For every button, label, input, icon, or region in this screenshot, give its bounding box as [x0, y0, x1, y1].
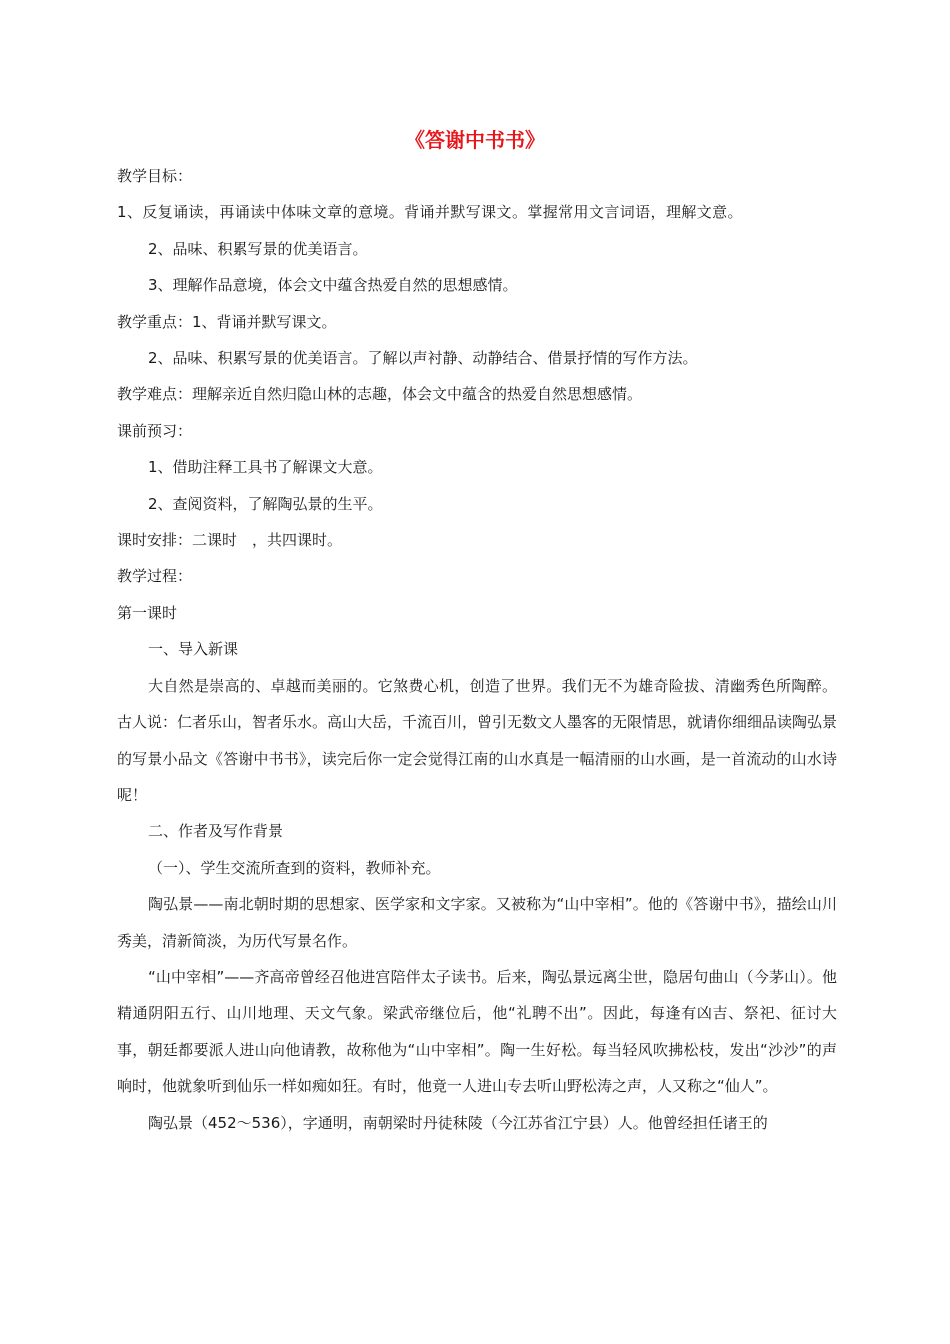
- section-heading-objectives: 教学目标：: [117, 167, 193, 185]
- key-point-item: 2、品味、积累写景的优美语言。了解以声衬静、动静结合、借景抒情的写作方法。: [148, 349, 698, 368]
- subsection-heading: 一、导入新课: [148, 640, 239, 659]
- preview-item: 1、借助注释工具书了解课文大意。: [148, 458, 383, 477]
- body-paragraph: 陶弘景——南北朝时期的思想家、医学家和文字家。又被称为“山中宰相”。他的《答谢中书》，描绘山川秀美，清新简淡，为历代写景名作。: [117, 895, 837, 950]
- preview-item: 2、查阅资料，了解陶弘景的生平。: [148, 494, 383, 513]
- document-title: 《答谢中书书》: [405, 128, 545, 152]
- schedule-line: 课时安排：二课时 ，共四课时。: [117, 531, 343, 550]
- section-heading-preview: 课前预习：: [117, 421, 193, 440]
- objective-item: 2、品味、积累写景的优美语言。: [148, 239, 368, 258]
- section-heading-process: 教学过程：: [117, 567, 193, 586]
- section-heading-key-points: 教学重点：1、背诵并默写课文。: [117, 312, 337, 331]
- section-heading-difficulties: 教学难点：理解亲近自然归隐山林的志趣，体会文中蕴含的热爱自然思想感情。: [117, 385, 643, 404]
- objective-item: 1、反复诵读，再诵读中体味文章的意境。背诵并默写课文。掌握常用文言词语，理解文意。: [117, 203, 743, 222]
- body-paragraph: 大自然是崇高的、卓越而美丽的。它煞费心机，创造了世界。我们无不为雄奇险拔、清幽秀色所陶醉。古人说：仁者乐山，智者乐水。高山大岳，千流百川，曾引无数文人墨客的无限情思，就请你细细品读陶弘景的写景小品文《答谢中书书》，读完后你一定会觉得江南的山水真是一幅清丽的山水画，是一首流动的山水诗呢！: [117, 676, 838, 804]
- subsection-heading: 二、作者及写作背景: [148, 822, 284, 841]
- objective-item: 3、理解作品意境，体会文中蕴含热爱自然的思想感情。: [148, 276, 518, 295]
- body-paragraph: “山中宰相”——齐高帝曾经召他进宫陪伴太子读书。后来，陶弘景远离尘世，隐居句曲山（今茅山）。他精通阴阳五行、山川地理、天文气象。梁武帝继位后，他“礼聘不出”。因此，每逢有凶吉、祭祀、征讨大事，朝廷都要派人进山向他请教，故称他为“山中宰相”。陶一生好松。每当轻风吹拂松枝，发出“沙沙”的声响时，他就象听到仙乐一样如痴如狂。有时，他竟一人进山专去听山野松涛之声，人又称之“仙人”。: [117, 967, 837, 1096]
- subsection-heading: （一）、学生交流所查到的资料，教师补充。: [148, 858, 441, 877]
- document-body: [117, 158, 837, 1141]
- lesson-heading: 第一课时: [117, 603, 178, 622]
- body-paragraph: 陶弘景（452～536），字通明，南朝梁时丹徒秣陵（今江苏省江宁县）人。他曾经担任诸王的: [148, 1113, 768, 1132]
